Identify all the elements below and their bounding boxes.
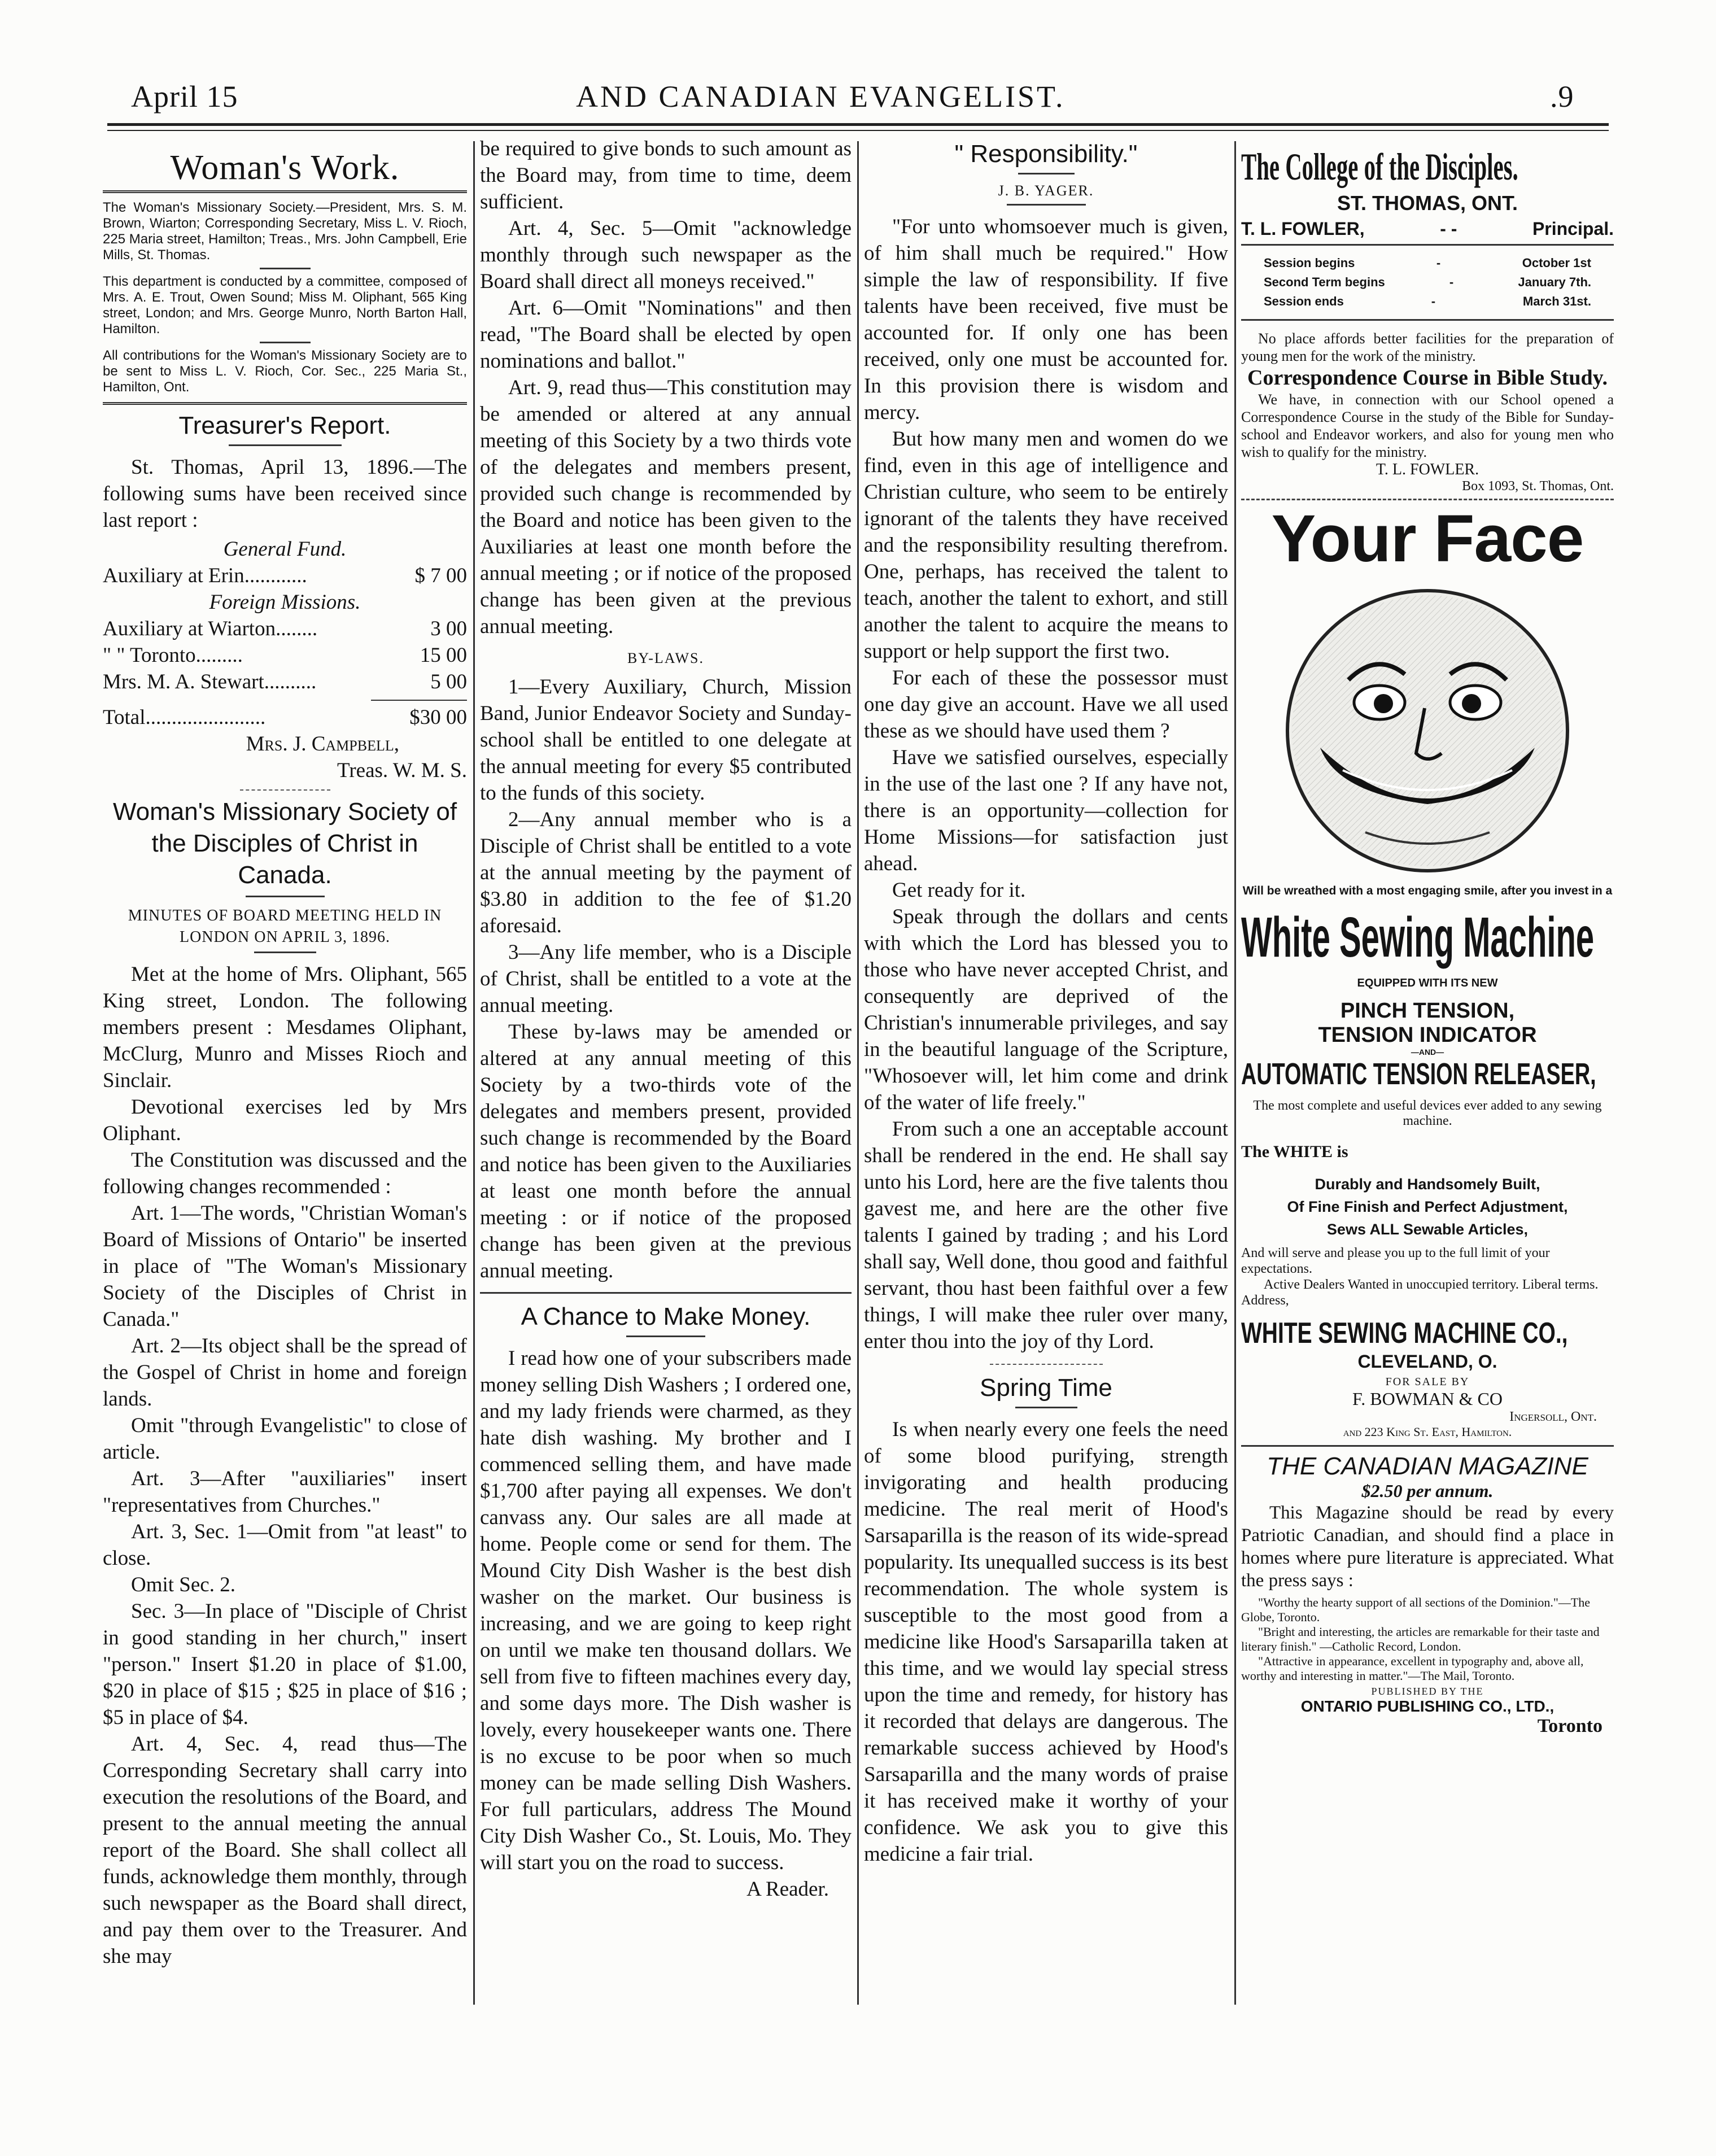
treasurer-report-heading: Treasurer's Report. [178,412,391,439]
page-number: .9 [1550,80,1574,114]
ad-dealer-name: F. BOWMAN & CO [1352,1389,1503,1409]
college-principal: T. L. FOWLER, - - Principal. [1241,219,1614,239]
canadian-magazine-title: THE CANADIAN MAGAZINE [1267,1452,1588,1480]
ad-quality-2: Of Fine Finish and Perfect Adjustment, [1287,1198,1568,1215]
spring-time-heading: Spring Time [980,1374,1112,1402]
treasurer-title: Treas. W. M. S. [337,759,467,782]
ad-dealers: Active Dealers Wanted in unoccupied territory. Liberal terms. Address, [1241,1277,1599,1308]
chance-heading: A Chance to Make Money. [521,1303,811,1330]
column-1 [103,136,467,1970]
womans-work-title: Woman's Work. [170,149,400,187]
magazine-quote: "Attractive in appearance, excellent in typography and, above all, worthy and interesting in matter."—The Mail, Toronto. [1241,1654,1584,1683]
column-2 [480,136,852,1902]
column-rule-2 [857,141,859,2005]
ad-and: —AND— [1411,1048,1444,1057]
ad-feature-3: AUTOMATIC TENSION RELEASER, [1241,1057,1596,1091]
foreign-missions-label: Foreign Missions. [209,591,361,614]
ad-caption: Will be wreathed with a most engaging smile, after you invest in a [1242,884,1613,897]
ad-quality-3: Sews ALL Sewable Articles, [1326,1221,1529,1238]
correspondence-signature: T. L. FOWLER. [1376,461,1479,478]
magazine-city: Toronto [1537,1716,1603,1736]
session-table [1241,254,1614,311]
ad-equipped: EQUIPPED WITH ITS NEW [1357,977,1498,989]
contributions-notice: All contributions for the Woman's Missionary Society are to be sent to Miss L. V. Rioch, Cor. Sec., 225 Maria St., Hamilton, Ont. [103,348,467,395]
bylaws-text: 1—Every Auxiliary, Church, Mission Band, Junior Endeavor Society and Sunday-school shall be entitled to one delegate at the annual meeting for every $5 contributed to the funds of this society. 2—Any annual member who is a Disciple of Christ shall be entitled to a vote at the annual meeting by the payment of $3.80 in addition to the fee of $1.20 aforesaid. 3—Any life member, who is a Disciple of Christ, shall be entitled to a vote at the annual meeting. These by-laws may be amended or altered at any annual meeting of this Society by a two-thirds vote of the delegates and members present, provided such change is recommended by the Board and notice has been given to the Auxiliaries at least one month before the annual meeting : or if notice of the proposed change has been given at the previous annual meeting. [480,675,852,1282]
correspondence-heading: Correspondence Course in Bible Study. [1247,366,1608,390]
responsibility-author: J. B. YAGER. [998,182,1094,199]
magazine-quote: "Bright and interesting, the articles are remarkable for their taste and literary finish." —Catholic Record, London. [1241,1625,1600,1653]
treasurer-intro: St. Thomas, April 13, 1896.—The following sums have been received since last report : [103,456,467,532]
college-place: ST. THOMAS, ONT. [1337,191,1518,215]
correspondence-box: Box 1093, St. Thomas, Ont. [1462,479,1614,494]
committee-notice: This department is conducted by a committee, composed of Mrs. A. E. Trout, Owen Sound; Miss M. Oliphant, 565 King street, London; and Mrs. George Munro, North Barton Hall, Hamilton. [103,274,467,337]
chance-signature: A Reader. [746,1878,829,1901]
college-text: No place affords better facilities for the preparation of young men for the work of the ministry. [1241,330,1614,364]
correspondence-text: We have, in connection with our School opened a Correspondence Course in the study of the Bible for Sunday-school and Endeavor workers, and also for young men who wish to qualify for the ministry. [1241,391,1614,460]
header-rule-thin [107,130,1609,131]
ad-forsale: FOR SALE BY [1385,1376,1470,1388]
constitution-text: be required to give bonds to such amount as the Board may, from time to time, deem sufficient. Art. 4, Sec. 5—Omit "acknowledge monthly through such newspaper as the Board shall direct all moneys received." Art. 6—Omit "Nominations" and then read, "The Board shall be elected by open nominations and ballot." Art. 9, read thus—This constitution may be amended or altered at any annual meeting of this Society by a two thirds vote of the delegates and members present, provided such change is recommended by the Board and notice has been given to the Auxiliaries at least one month before the annual meeting ; or if notice of the proposed change has been given at the previous annual meeting. [480,137,852,638]
spring-time-text: Is when nearly every one feels the need of some blood purifying, strength invigorating and health producing medicine. The real merit of Hood's Sarsaparilla is the reason of its wide-spread popularity. Its unequalled success is its best recommendation. The whole system is susceptible to the most good from a medicine like Hood's Sarsaparilla taken at this time, and we would lay special stress upon the time and remedy, for history has it recorded that delays are dangerous. The remarkable success achieved by Hood's Sarsaparilla and the many words of praise it has received make it worthy of your confidence. We ask you to give this medicine a fair trial. [864,1418,1228,1866]
ad-city: CLEVELAND, O. [1357,1351,1497,1372]
column-4 [1241,136,1614,1737]
ad-dealer-loc2: and 223 King St. East, Hamilton. [1343,1425,1512,1439]
ledger-row: Auxiliary at Wiarton........ 3 00 [103,617,467,640]
ad-quality-1: Durably and Handsomely Built, [1315,1176,1540,1193]
ad-company: WHITE SEWING MACHINE CO., [1241,1317,1568,1350]
college-title: The College of the Disciples. [1241,145,1518,188]
minutes-heading: MINUTES OF BOARD MEETING HELD IN LONDON ON APRIL 3, 1896. [128,907,442,946]
smiling-face-illustration [1281,584,1574,878]
magazine-publisher: ONTARIO PUBLISHING CO., LTD., [1300,1697,1555,1715]
general-fund-label: General Fund. [223,538,347,561]
your-face-headline: Your Face [1271,501,1584,576]
magazine-text: This Magazine should be read by every Patriotic Canadian, and should find a place in homes where pure literature is appreciated. What the press says : [1241,1503,1614,1591]
treasurer-signature: Mrs. J. Campbell, [246,732,399,756]
white-sewing-machine-headline: White Sewing Machine [1241,906,1595,969]
officers-notice: The Woman's Missionary Society.—President, Mrs. S. M. Brown, Wiarton; Corresponding Secretary, Miss L. V. Rioch, 225 Maria street, Hamilton; Treas., Mrs. John Campbell, Erie Mills, St. Thomas. [103,200,467,263]
ad-feature-1: PINCH TENSION, [1340,999,1515,1023]
ad-dealer-loc1: Ingersoll, Ont. [1509,1409,1597,1424]
chance-text: I read how one of your subscribers made money selling Dish Washers ; I ordered one, and my lady friends were charmed, as they hate dish washing. My brother and I commenced selling them, and have made $1,700 after paying all expenses. We don't canvass any. Our sales are all made at home. People come or send for them. The Mound City Dish Washer is the best dish washer on the market. Our business is increasing, and we are going to keep right on until we make ten thousand dollars. We sell from five to fifteen machines every day, and some days more. The Dish washer is lovely, every housekeeper wants one. There is no excuse to be poor when so much money can be made selling Dish Washers. For full particulars, address The Mound City Dish Washer Co., St. Louis, Mo. They will start you on the road to success. [480,1347,852,1874]
ledger-row: " " Toronto......... 15 00 [103,644,467,667]
running-title: AND CANADIAN EVANGELIST. [576,80,1066,114]
header-rule [107,123,1609,126]
bylaws-heading: BY-LAWS. [627,650,704,666]
ad-serve: And will serve and please you up to the full limit of your expectations. [1241,1246,1550,1276]
ledger-row: Mrs. M. A. Stewart.......... 5 00 [103,670,467,693]
ledger-total: Total....................... $30 00 [103,706,467,729]
ad-the-white: The WHITE is [1241,1142,1348,1161]
column-rule-1 [473,141,475,2005]
responsibility-text: "For unto whomsoever much is given, of him shall much be required." How simple the law of responsibility. If five talents have been received, five must be accounted for. If only one has been received, only one must be accounted for. In this provision there is wisdom and mercy. But how many men and women do we find, even in this age of intelligence and Christian culture, who seem to be entirely ignorant of the talents they have received and the responsibility resulting therefrom. One, perhaps, has received the talent to teach, another the talent to exhort, and still another the talent to acquire the means to support or help support the first two. For each of these the possessor must one day give an account. Have we all used these as we should have used them ? Have we satisfied ourselves, especially in the use of the last one ? If any have not, there is an opportunity—collection for Home Missions—for satisfaction just ahead. Get ready for it. Speak through the dollars and cents with which the Lord has blessed you to those who have never accepted Christ, and consequently are deprived of the Christian's innumerable privileges, and say in the beautiful language of the Scripture, "Whosoever will, let him come and drink of the water of life freely." From such a one an acceptable account shall be rendered in the end. He shall say unto his Lord, here are the five talents thou gavest me, and here are the other five talents I gained by trading ; and his Lord shall say, Well done, thou good and faithful servant, thou hast been faithful over a few things, I will make thee ruler over many, enter thou into the joy of thy Lord. [864,215,1228,1353]
magazine-price: $2.50 per annum. [1361,1481,1494,1501]
ledger-row: Auxiliary at Erin............ $ 7 00 [103,564,467,587]
page-date: April 15 [131,80,238,114]
column-3 [864,136,1228,1867]
session-row: Session ends - March 31st. [1264,294,1591,308]
magazine-quote: "Worthy the hearty support of all sections of the Dominion."—The Globe, Toronto. [1241,1595,1591,1624]
ad-feature-2: TENSION INDICATOR [1318,1023,1537,1047]
column-rule-3 [1234,141,1236,2005]
session-row: Second Term begins - January 7th. [1264,275,1591,289]
minutes-text: Met at the home of Mrs. Oliphant, 565 King street, London. The following members present : Mesdames Oliphant, McClurg, Munro and Misses Rioch and Sinclair. Devotional exercises led by Mrs Oliphant. The Constitution was discussed and the following changes recommended : Art. 1—The words, "Christian Woman's Board of Missions of Ontario" be inserted in place of "The Woman's Missionary Society of the Disciples of Christ in Canada." Art. 2—Its object shall be the spread of the Gospel of Christ in home and foreign lands. Omit "through Evangelistic" to close of article. Art. 3—After "auxiliaries" insert "representatives from Churches." Art. 3, Sec. 1—Omit from "at least" to close. Omit Sec. 2. Sec. 3—In place of "Disciple of Christ in good standing in her church," insert "person." Insert $1.20 in place of $1.00, $20 in place of $15 ; $25 in place of $16 ; $5 in place of $4. Art. 4, Sec. 4, read thus—The Corresponding Secretary shall carry into execution the resolutions of the Board, and present to the annual meeting the annual report of the Board. She shall collect all funds, acknowledge them monthly, through such newspaper as the Board shall direct, and pay them over to the Treasurer. And she may [103,963,467,1968]
magazine-published-by: PUBLISHED BY THE [1371,1686,1484,1697]
responsibility-heading: " Responsibility." [954,140,1138,168]
society-heading: Woman's Missionary Society of the Disciples of Christ in Canada. [112,798,457,889]
ad-complete: The most complete and useful devices ever added to any sewing machine. [1253,1098,1602,1128]
session-row: Session begins - October 1st [1264,256,1591,270]
